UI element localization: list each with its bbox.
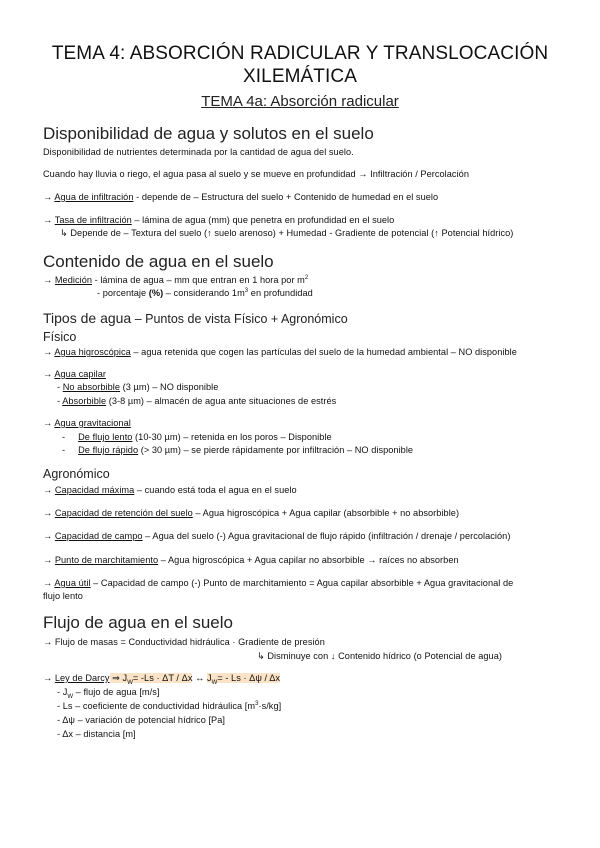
subheading-agronomico: Agronómico (43, 467, 110, 481)
sub-bullet-disminuye: ↳ Disminuye con ↓ Contenido hídrico (o Potencial de agua) (257, 651, 502, 661)
variable-delta-x: - Δx – distancia [m] (57, 729, 136, 739)
arrow: → (43, 215, 55, 225)
title-line-2: XILEMÁTICA (243, 66, 357, 87)
heading-text: Tipos de agua (43, 310, 132, 326)
arrow: → (43, 418, 55, 428)
variable-jw (57, 687, 160, 700)
subtitle: TEMA 4a: Absorción radicular (201, 93, 399, 110)
subscript: W (211, 679, 218, 686)
bullet-capacidad-campo (43, 531, 510, 541)
paragraph-line: Disponibilidad de nutrientes determinada por la cantidad de agua del suelo. (43, 147, 354, 157)
dash: - (62, 445, 79, 455)
section-heading-flujo: Flujo de agua en el suelo (43, 613, 233, 632)
bullet-tasa-infiltracion (43, 215, 394, 225)
text: – flujo de agua [m/s] (73, 687, 160, 697)
eq-text: ⇒ J (109, 673, 128, 683)
term: Capacidad de campo (54, 531, 143, 541)
bold-text: (%) (148, 288, 164, 298)
bullet-flujo-masas: → Flujo de masas = Conductividad hidráulica · Gradiente de presión (43, 637, 325, 647)
sub-bullet-no-absorbible (57, 382, 218, 392)
darcy-equation-2 (206, 673, 281, 686)
subheading-fisico: Físico (43, 330, 77, 344)
arrow: → (43, 673, 55, 683)
term: Punto de marchitamiento (54, 555, 159, 565)
arrow: → (43, 192, 55, 202)
term: Tasa de infiltración (54, 215, 132, 225)
arrow: → (43, 578, 55, 588)
sub-bullet-absorbible (57, 396, 336, 406)
definition: – agua retenida que cogen las partículas del suelo de la humedad ambiental – NO disponible (130, 347, 517, 357)
bullet-agua-infiltracion (43, 192, 438, 202)
bullet-agua-util (43, 578, 513, 588)
term: Agua gravitacional (54, 418, 131, 428)
term: De flujo lento (78, 432, 133, 442)
term: Capacidad de retención del suelo (54, 508, 193, 518)
definition: - lámina de agua – mm que entran en 1 hora por m (92, 275, 305, 285)
arrow: → (43, 508, 55, 518)
term: Agua higroscópica (54, 347, 131, 357)
term: Agua capilar (54, 369, 107, 379)
definition: (3-8 µm) – almacén de agua ante situaciones de estrés (106, 396, 337, 406)
text: en profundidad (248, 288, 313, 298)
superscript: 3 (244, 287, 249, 294)
title-line-1: TEMA 4: ABSORCIÓN RADICULAR Y TRANSLOCACIÓN (51, 43, 549, 64)
bullet-agua-capilar (43, 369, 106, 379)
darcy-equation-1 (109, 673, 193, 686)
variable-ls (57, 701, 281, 711)
superscript: 3 (255, 700, 259, 707)
section-heading-tipos (43, 310, 348, 326)
dash: - (57, 396, 63, 406)
bullet-capacidad-retencion (43, 508, 459, 518)
arrow: → (43, 555, 55, 565)
bullet-ley-darcy (43, 673, 280, 684)
bullet-medicion (43, 275, 308, 285)
dash: - (62, 432, 79, 442)
arrow: → (43, 531, 55, 541)
section-heading-contenido: Contenido de agua en el suelo (43, 252, 274, 271)
term: Capacidad máxima (54, 485, 135, 495)
superscript: 2 (304, 274, 309, 281)
definition: – Agua higroscópica + Agua capilar no absorbible → raíces no absorben (158, 555, 459, 565)
bullet-porcentaje (97, 288, 313, 298)
definition: (> 30 µm) – se pierde rápidamente por infiltración – NO disponible (138, 445, 414, 455)
text: - J (57, 687, 68, 697)
bullet-agua-gravitacional (43, 418, 131, 428)
term: De flujo rápido (78, 445, 139, 455)
bullet-agua-higroscopica (43, 347, 517, 357)
arrow: → (43, 369, 55, 379)
text: – considerando 1m (163, 288, 245, 298)
definition: – Agua del suelo (-) Agua gravitacional de flujo rápido (infiltración / drenaje / percolación) (142, 531, 511, 541)
equivalence: ↔ (192, 673, 207, 683)
sub-bullet-flujo-lento (62, 432, 332, 442)
definition: - depende de – Estructura del suelo + Contenido de humedad en el suelo (133, 192, 439, 202)
bullet-punto-marchitamiento (43, 555, 459, 565)
eq-text: = -Ls · ΔT / Δx (132, 673, 193, 683)
definition: – cuando está toda el agua en el suelo (134, 485, 297, 495)
text: ·s/kg] (258, 701, 282, 711)
term: Medición (54, 275, 93, 285)
subscript: W (67, 693, 74, 700)
bullet-agua-util-cont: flujo lento (43, 591, 83, 601)
dash: - (57, 382, 63, 392)
text: - Ls – coeficiente de conductividad hidráulica [m (57, 701, 256, 711)
section-heading-disponibilidad: Disponibilidad de agua y solutos en el suelo (43, 124, 374, 143)
term: Absorbible (62, 396, 107, 406)
term: Agua de infiltración (54, 192, 134, 202)
definition: (3 µm) – NO disponible (120, 382, 219, 392)
term: Ley de Darcy (54, 673, 110, 683)
eq-text: J (206, 673, 212, 683)
subscript: W (127, 679, 133, 686)
arrow: → (43, 347, 55, 357)
eq-text: = - Ls · Δψ / Δx (217, 673, 281, 683)
definition: – lámina de agua (mm) que penetra en profundidad en el suelo (131, 215, 395, 225)
bullet-capacidad-maxima (43, 485, 297, 495)
term: Agua útil (54, 578, 91, 588)
definition: (10-30 µm) – retenida en los poros – Disponible (132, 432, 332, 442)
sub-bullet-depende: ↳ Depende de – Textura del suelo (↑ suelo arenoso) + Humedad - Gradiente de potencial (↑ Potencial hídrico) (60, 228, 514, 238)
heading-rest: – Puntos de vista Físico + Agronómico (131, 312, 348, 326)
arrow: → (43, 485, 55, 495)
definition: – Capacidad de campo (-) Punto de marchitamiento = Agua capilar absorbible + Agua gravitacional de (90, 578, 514, 588)
variable-delta-psi: - Δψ – variación de potencial hídrico [Pa] (57, 715, 225, 725)
text: - porcentaje (97, 288, 149, 298)
definition: – Agua higroscópica + Agua capilar (absorbible + no absorbible) (192, 508, 460, 518)
arrow: → (43, 275, 55, 285)
term: No absorbible (62, 382, 121, 392)
paragraph-line: Cuando hay lluvia o riego, el agua pasa al suelo y se mueve en profundidad → Infiltración / Percolación (43, 169, 469, 179)
sub-bullet-flujo-rapido (62, 445, 413, 455)
